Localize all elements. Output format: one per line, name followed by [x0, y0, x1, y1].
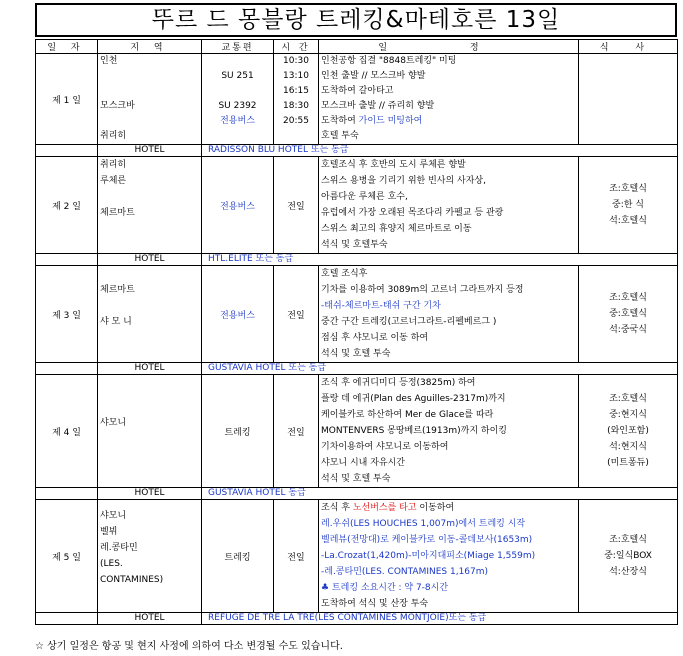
day-row — [36, 375, 678, 488]
region-line — [100, 346, 199, 362]
transport-line: 전용버스 — [220, 116, 255, 126]
meal-line: 석:산장식 — [609, 567, 647, 577]
region-line — [100, 114, 199, 129]
schedule-line: 석식 및 호텔 투숙 — [321, 349, 391, 359]
region-cell — [98, 500, 202, 613]
region-line — [100, 221, 199, 237]
hotel-row — [36, 254, 678, 266]
schedule-line — [321, 500, 576, 516]
transport-value: 전용버스 — [220, 310, 255, 321]
hotel-row — [36, 145, 678, 157]
time-line: 16:15 — [283, 86, 309, 96]
day-label: 제 2 일 — [36, 157, 98, 254]
meal-line: 조:호텔식 — [609, 394, 647, 404]
hotel-spacer — [36, 145, 98, 157]
itinerary-table — [35, 39, 678, 625]
schedule-line — [321, 114, 576, 129]
day-label: 제 5 일 — [36, 500, 98, 613]
schedule-line: -태쉬-체르마트-태쉬 구간 기차 — [321, 301, 441, 311]
time-value: 전일 — [287, 310, 305, 321]
schedule-text: 이동하여 — [416, 503, 455, 513]
time-line: 18:30 — [283, 101, 309, 111]
schedule-highlight: 가이드 미팅하여 — [358, 116, 423, 126]
transport-cell — [202, 157, 274, 254]
schedule-cell — [319, 375, 579, 488]
schedule-line: 벨레뷰(전망대)로 케이블카로 이동-콜데보사(1653m) — [321, 535, 533, 545]
meal-cell — [579, 500, 678, 613]
hotel-label: HOTEL — [98, 488, 202, 500]
region-cell — [98, 266, 202, 363]
hotel-spacer — [36, 363, 98, 375]
region-line: (LES. — [100, 559, 123, 569]
schedule-line: 레.우쉬(LES HOUCHES 1,007m)에서 트레킹 시작 — [321, 519, 526, 529]
schedule-line: 인천 출발 // 모스크바 향발 — [321, 71, 426, 81]
time-line — [277, 129, 315, 144]
transport-line: SU 251 — [221, 71, 254, 81]
time-cell — [274, 157, 319, 254]
region-line — [100, 431, 199, 447]
meal-line: 조:호텔식 — [609, 184, 647, 194]
header-schedule: 일 정 — [319, 40, 579, 54]
header-day: 일 자 — [36, 40, 98, 54]
header-time: 시 간 — [274, 40, 319, 54]
schedule-line: 플랑 데 에귀(Plan des Aguilles-2317m)까지 — [321, 394, 506, 404]
region-line: 취리히 — [100, 160, 127, 170]
schedule-line: 호텔조식 후 호반의 도시 루체른 향발 — [321, 160, 466, 170]
region-line — [100, 189, 199, 205]
transport-line — [205, 129, 270, 144]
region-line: CONTAMINES) — [100, 575, 164, 585]
schedule-line: 기차를 이용하여 3089m의 고르너 그라트까지 등정 — [321, 285, 524, 295]
time-value: 전일 — [287, 552, 305, 563]
schedule-line: MONTENVERS 몽땅베르(1913m)까지 하이킹 — [321, 426, 507, 436]
header-row — [36, 40, 678, 54]
schedule-line: -La.Crozat(1,420m)-미아지대피소(Miage 1,559m) — [321, 551, 536, 561]
schedule-cell — [319, 157, 579, 254]
meal-line: 석:호텔식 — [609, 216, 647, 226]
region-line — [100, 447, 199, 463]
region-line: 모스크바 — [100, 101, 135, 111]
region-line — [100, 463, 199, 479]
meal-cell — [579, 157, 678, 254]
hotel-label: HOTEL — [98, 363, 202, 375]
region-cell — [98, 54, 202, 145]
time-line: 13:10 — [283, 71, 309, 81]
hotel-label: HOTEL — [98, 254, 202, 266]
hotel-name: GUSTAVIA HOTEL 또는 동급 — [202, 363, 678, 375]
schedule-cell — [319, 500, 579, 613]
transport-cell — [202, 54, 274, 145]
schedule-line: 아름다운 루체른 호수, — [321, 192, 408, 202]
schedule-line: 유럽에서 가장 오래된 목조다리 카펠교 등 관광 — [321, 208, 504, 218]
day-label: 제 1 일 — [36, 54, 98, 145]
schedule-line: 기차이용하여 샤모니로 이동하여 — [321, 442, 449, 452]
time-value: 전일 — [287, 427, 305, 438]
meal-cell — [579, 266, 678, 363]
transport-line — [205, 84, 270, 99]
schedule-line: 중간 구간 트레킹(고르너그라트-리펠베르그 ) — [321, 317, 497, 327]
day-row — [36, 266, 678, 363]
meal-line: (와인포함) — [607, 426, 649, 436]
meal-line: 중:호텔식 — [609, 309, 647, 319]
schedule-text: 조식 후 — [321, 503, 353, 513]
schedule-line: 조식 후 에귀디미디 등정(3825m) 하여 — [321, 378, 476, 388]
hotel-name: RADISSON BLU HOTEL 또는 동급 — [202, 145, 678, 157]
meal-line: 석:현지식 — [609, 442, 647, 452]
schedule-line: -레.콩타민(LES. CONTAMINES 1,167m) — [321, 567, 489, 577]
hotel-spacer — [36, 488, 98, 500]
meal-line: 중:현지식 — [609, 410, 647, 420]
schedule-text: 도착하여 — [321, 116, 359, 126]
schedule-line: 인천공항 집결 "8848트레킹" 미팅 — [321, 56, 457, 66]
hotel-label: HOTEL — [98, 613, 202, 625]
region-line: 레.콩타민 — [100, 543, 138, 553]
region-line: 샤모니 — [100, 418, 127, 428]
region-line: 체르마트 — [100, 285, 135, 295]
schedule-line: 케이블카로 하산하여 Mer de Glace를 따라 — [321, 410, 494, 420]
footnote: ☆ 상기 일정은 항공 및 현지 사정에 의하여 다소 변경될 수도 있습니다. — [35, 641, 343, 652]
header-transport: 교통편 — [202, 40, 274, 54]
transport-cell — [202, 266, 274, 363]
region-line: 샤모니 — [100, 511, 127, 521]
region-cell — [98, 157, 202, 254]
region-line: 인천 — [100, 56, 118, 66]
schedule-line: 호텔 투숙 — [321, 131, 359, 141]
schedule-line: 샤모니 시내 자유시간 — [321, 458, 405, 468]
time-line: 10:30 — [283, 56, 309, 66]
schedule-line: 도착하여 석식 및 산장 투숙 — [321, 599, 429, 609]
time-cell — [274, 54, 319, 145]
schedule-line: ♣ 트레킹 소요시간 : 약 7-8시간 — [321, 583, 449, 593]
hotel-row — [36, 488, 678, 500]
region-line: 체르마트 — [100, 208, 135, 218]
region-line — [100, 399, 199, 415]
hotel-name: GUSTAVIA HOTEL 동급 — [202, 488, 678, 500]
region-line — [100, 237, 199, 253]
schedule-line: 도착하여 갈아타고 — [321, 86, 394, 96]
transport-value: 트레킹 — [224, 552, 251, 563]
meal-line: 조:호텔식 — [609, 293, 647, 303]
header-region: 지 역 — [98, 40, 202, 54]
day-label: 제 4 일 — [36, 375, 98, 488]
meal-line: (미트퐁듀) — [607, 458, 649, 468]
region-cell — [98, 375, 202, 488]
transport-cell — [202, 500, 274, 613]
transport-line: SU 2392 — [218, 101, 257, 111]
meal-cell — [579, 54, 678, 145]
schedule-line: 호텔 조식후 — [321, 269, 368, 279]
time-cell — [274, 266, 319, 363]
day-row — [36, 54, 678, 145]
region-line — [100, 69, 199, 84]
transport-value: 트레킹 — [224, 427, 251, 438]
region-line — [100, 383, 199, 399]
transport-line — [205, 54, 270, 69]
header-meal: 식 사 — [579, 40, 678, 54]
schedule-line: 점심 후 샤모니로 이동 하여 — [321, 333, 429, 343]
region-line — [100, 588, 199, 604]
page-title: 뚜르 드 몽블랑 트레킹&마테호른 13일 — [35, 3, 677, 37]
region-line: 루체른 — [100, 176, 127, 186]
schedule-line: 석식 및 호텔 투숙 — [321, 474, 391, 484]
time-cell — [274, 500, 319, 613]
region-line — [100, 330, 199, 346]
region-line: 샤 모 니 — [100, 317, 132, 327]
meal-cell — [579, 375, 678, 488]
meal-line: 석:중국식 — [609, 325, 647, 335]
meal-line: 중:한 식 — [612, 200, 644, 210]
schedule-line: 스위스 최고의 휴양지 체르마트로 이동 — [321, 224, 472, 234]
schedule-line: 스위스 용병을 기리기 위한 빈사의 사자상, — [321, 176, 486, 186]
time-cell — [274, 375, 319, 488]
time-value: 전일 — [287, 201, 305, 212]
schedule-line: 석식 및 호텔투숙 — [321, 240, 388, 250]
schedule-cell — [319, 266, 579, 363]
day-label: 제 3 일 — [36, 266, 98, 363]
hotel-spacer — [36, 254, 98, 266]
meal-line: 조:호텔식 — [609, 535, 647, 545]
transport-cell — [202, 375, 274, 488]
region-line: 취리히 — [100, 131, 127, 141]
time-line: 20:55 — [283, 116, 309, 126]
day-row — [36, 500, 678, 613]
region-line — [100, 84, 199, 99]
hotel-label: HOTEL — [98, 145, 202, 157]
schedule-cell — [319, 54, 579, 145]
day-row — [36, 157, 678, 254]
region-line: 벨뷔 — [100, 527, 118, 537]
transport-value: 전용버스 — [220, 201, 255, 212]
hotel-name: HTL.ELITE 또는 동급 — [202, 254, 678, 266]
hotel-spacer — [36, 613, 98, 625]
hotel-row — [36, 613, 678, 625]
hotel-row — [36, 363, 678, 375]
region-line — [100, 266, 199, 282]
meal-line: 중:일식BOX — [604, 551, 652, 561]
hotel-name: REFUGE DE TRE LA TRE(LES CONTAMINES MONTJOIE)또는 동급 — [202, 613, 678, 625]
schedule-highlight: 노선버스를 타고 — [352, 503, 417, 513]
region-line — [100, 298, 199, 314]
schedule-line: 모스크바 출발 // 쥬리히 향발 — [321, 101, 435, 111]
